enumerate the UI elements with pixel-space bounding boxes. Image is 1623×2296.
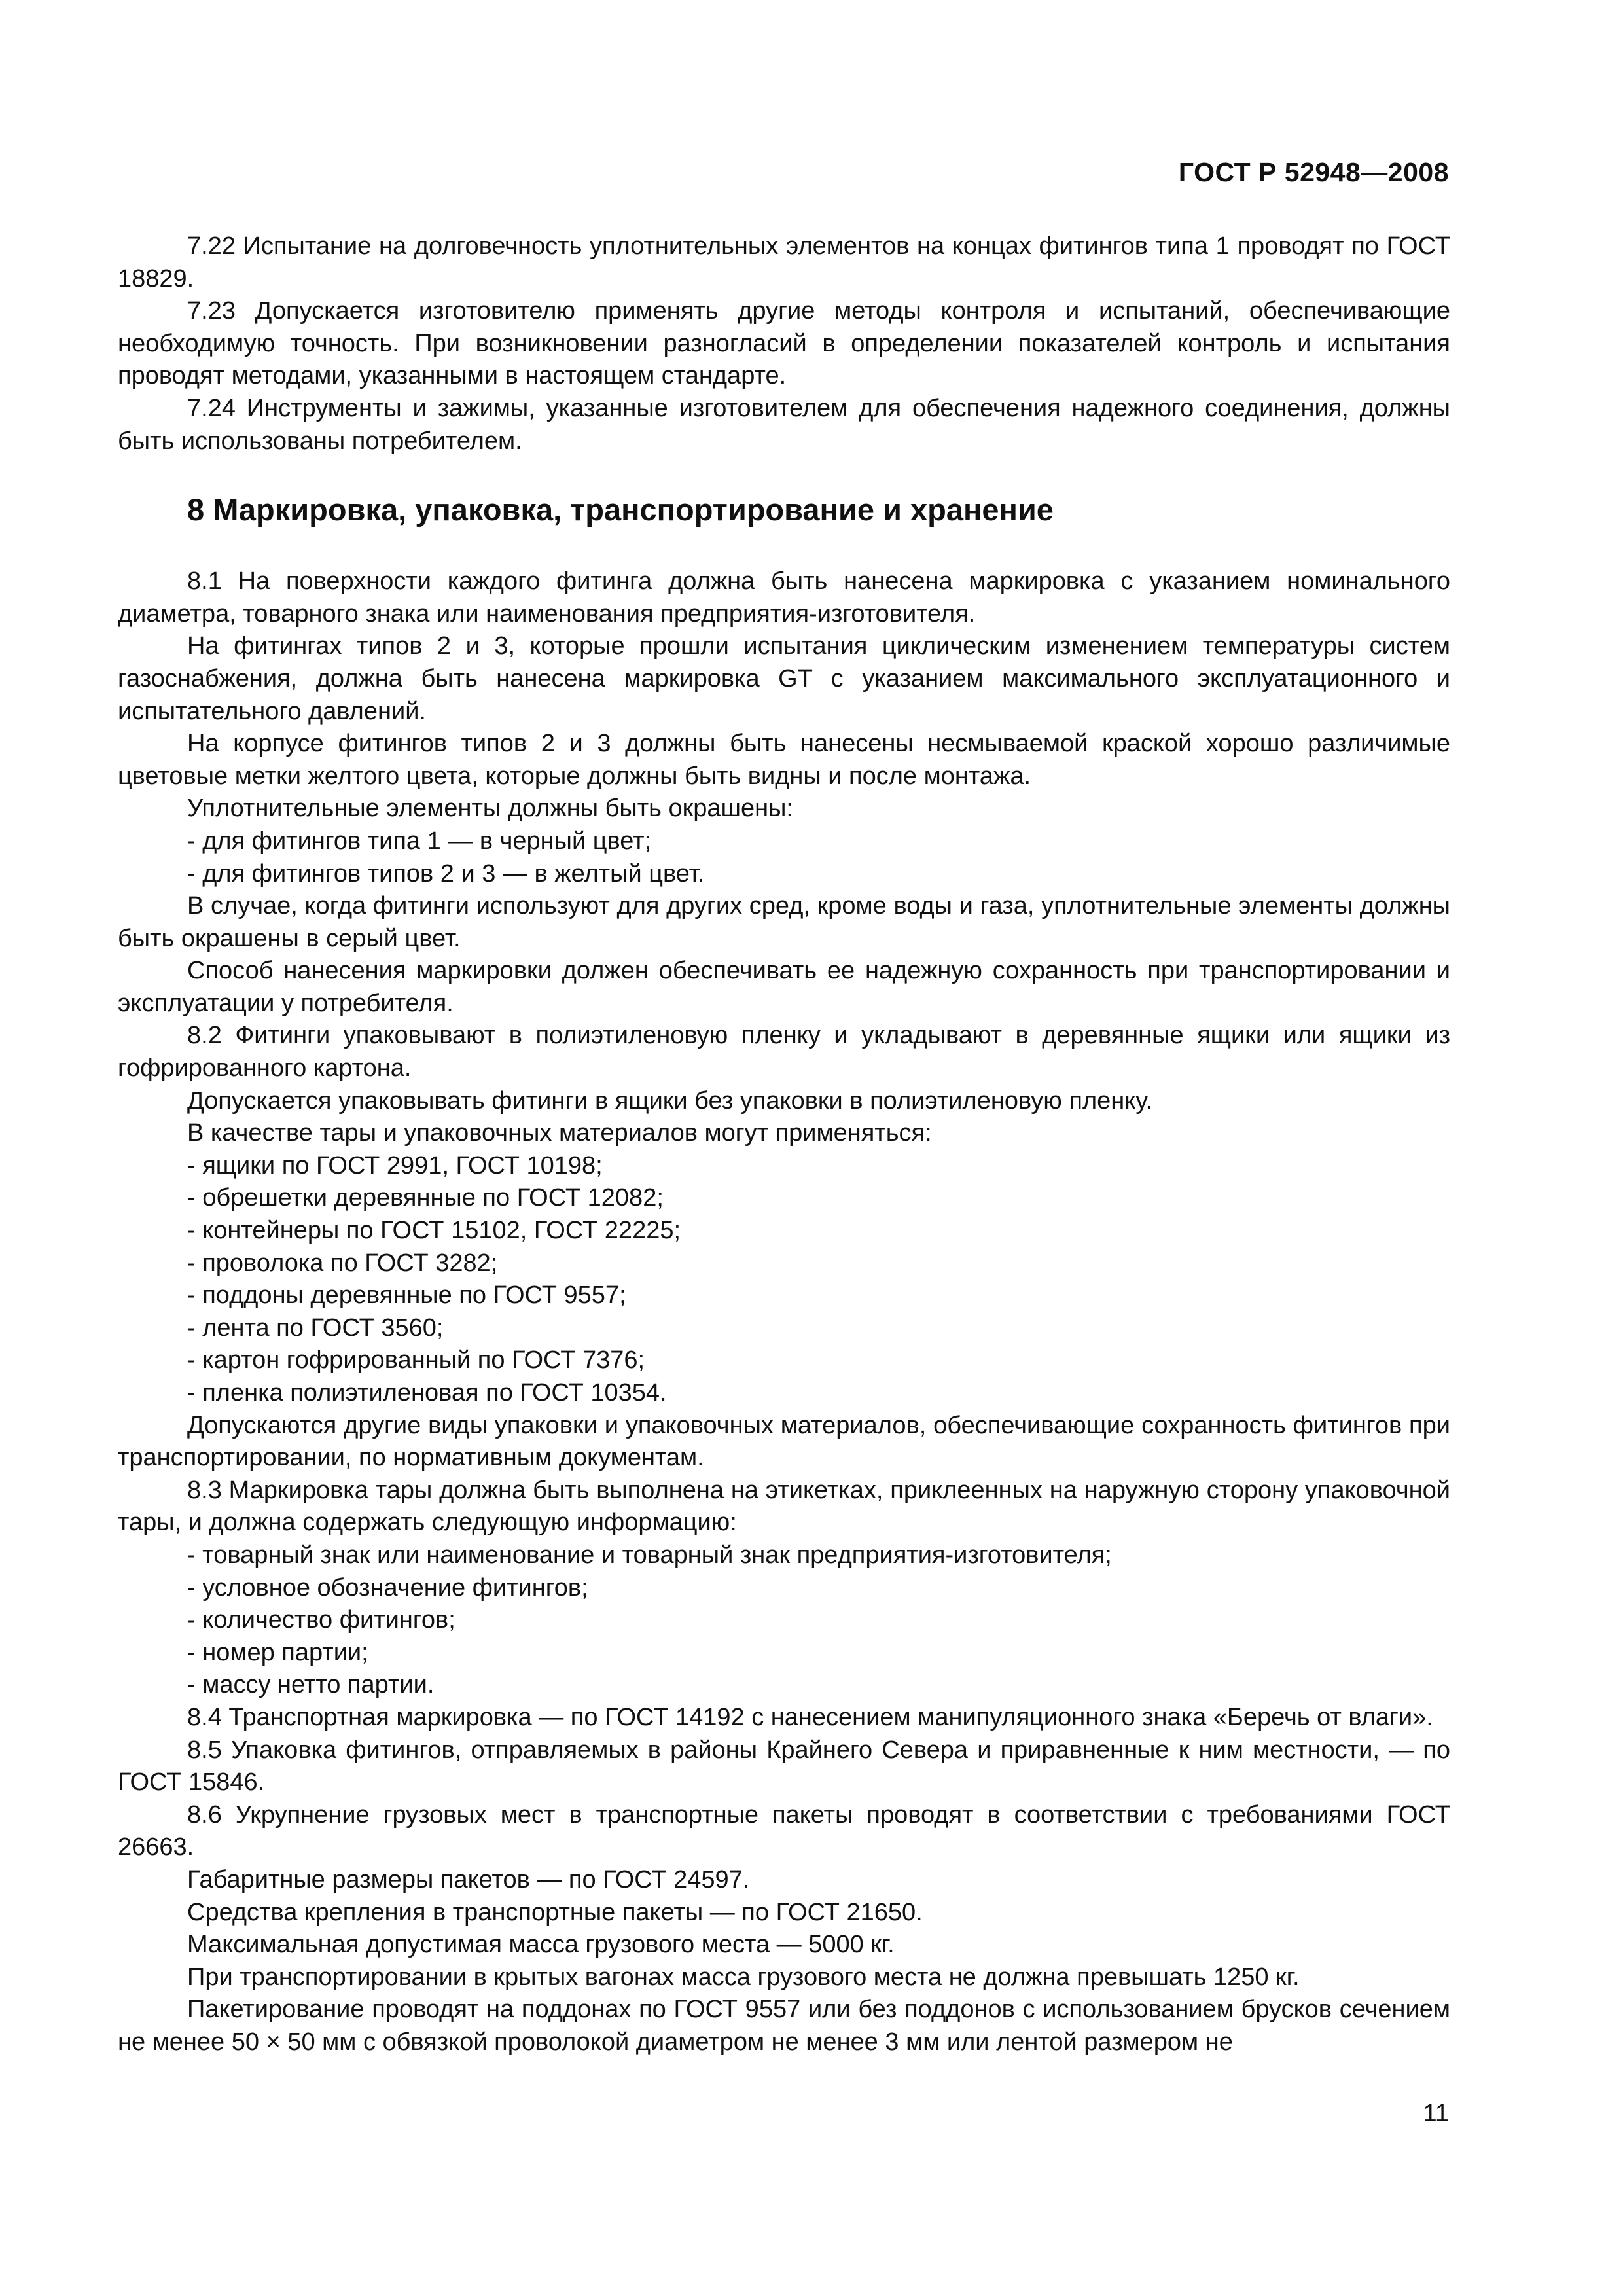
- paragraph-8-6-dimensions: Габаритные размеры пакетов — по ГОСТ 24597.: [187, 1865, 750, 1893]
- paragraph-8-6-covered-wagons: При транспортировании в крытых вагонах масса грузового места не должна превышать 1250 кг.: [187, 1963, 1300, 1991]
- paragraph-8-6-packaging: Пакетирование проводят на поддонах по ГОСТ 9557 или без поддонов с использованием брусков сечением не менее 50 × 50 мм с обвязкой проволокой диаметром не менее 3 мм или лентой размером не: [118, 1996, 1450, 2056]
- paragraph-8-1-other-media: В случае, когда фитинги используют для других сред, кроме воды и газа, уплотнительные элементы должны быть окрашены в серый цвет.: [118, 892, 1450, 952]
- list-item: - для фитингов типов 2 и 3 — в желтый цвет.: [187, 859, 705, 888]
- paragraph-7-23: 7.23 Допускается изготовителю применять другие методы контроля и испытаний, обеспечивающие необходимую точность. При возникновении разногласий в определении показателей контроль и испытания проводят методами, указанными в настоящем стандарте.: [118, 297, 1450, 390]
- list-item: - картон гофрированный по ГОСТ 7376;: [187, 1346, 645, 1374]
- running-header-standard-code: ГОСТ Р 52948—2008: [1178, 157, 1449, 187]
- paragraph-7-24: 7.24 Инструменты и зажимы, указанные изготовителем для обеспечения надежного соединения, должны быть использованы потребителем.: [118, 394, 1450, 455]
- paragraph-8-2-no-film: Допускается упаковывать фитинги в ящики без упаковки в полиэтиленовую пленку.: [187, 1086, 1153, 1115]
- paragraph-8-5: 8.5 Упаковка фитингов, отправляемых в районы Крайнего Севера и приравненные к ним местности, — по ГОСТ 15846.: [118, 1736, 1450, 1797]
- list-item: - для фитингов типа 1 — в черный цвет;: [187, 827, 652, 855]
- page-number: 11: [1423, 2100, 1449, 2127]
- list-item: - условное обозначение фитингов;: [187, 1573, 588, 1602]
- list-item: - ящики по ГОСТ 2991, ГОСТ 10198;: [187, 1151, 603, 1179]
- paragraph-8-1-color-marks: На корпусе фитингов типов 2 и 3 должны быть нанесены несмываемой краской хорошо различимые цветовые метки желтого цвета, которые должны быть видны и после монтажа.: [118, 730, 1450, 790]
- list-item: - проволока по ГОСТ 3282;: [187, 1249, 498, 1277]
- list-item: - контейнеры по ГОСТ 15102, ГОСТ 22225;: [187, 1217, 681, 1245]
- paragraph-8-3: 8.3 Маркировка тары должна быть выполнена на этикетках, приклеенных на наружную сторону упаковочной тары, и должна содержать следующую информацию:: [118, 1476, 1450, 1537]
- list-item: - обрешетки деревянные по ГОСТ 12082;: [187, 1184, 664, 1212]
- paragraph-8-4: 8.4 Транспортная маркировка — по ГОСТ 14192 с нанесением манипуляционного знака «Беречь от влаги».: [187, 1703, 1433, 1731]
- paragraph-8-6: 8.6 Укрупнение грузовых мест в транспортные пакеты проводят в соответствии с требованиями ГОСТ 26663.: [118, 1801, 1450, 1861]
- paragraph-8-6-fastening: Средства крепления в транспортные пакеты — по ГОСТ 21650.: [187, 1898, 923, 1926]
- paragraph-8-1-seals: Уплотнительные элементы должны быть окрашены:: [187, 795, 793, 823]
- list-item: - поддоны деревянные по ГОСТ 9557;: [187, 1282, 626, 1310]
- list-item: - лента по ГОСТ 3560;: [187, 1314, 444, 1342]
- paragraph-8-1-gt-marking: На фитингах типов 2 и 3, которые прошли испытания циклическим изменением температуры систем газоснабжения, должна быть нанесена маркировка GT с указанием максимального эксплуатационного и испытательного давлений.: [118, 632, 1450, 725]
- paragraph-8-2-materials: В качестве тары и упаковочных материалов могут применяться:: [187, 1119, 932, 1147]
- paragraph-8-1-method: Способ нанесения маркировки должен обеспечивать ее надежную сохранность при транспортировании и эксплуатации у потребителя.: [118, 957, 1450, 1017]
- page-content: [118, 230, 1450, 2058]
- paragraph-8-6-max-mass: Максимальная допустимая масса грузового места — 5000 кг.: [187, 1931, 895, 1959]
- list-item: - пленка полиэтиленовая по ГОСТ 10354.: [187, 1379, 667, 1407]
- paragraph-8-2: 8.2 Фитинги упаковывают в полиэтиленовую пленку и укладывают в деревянные ящики или ящики из гофрированного картона.: [118, 1022, 1450, 1083]
- list-item: - количество фитингов;: [187, 1606, 455, 1634]
- paragraph-7-22: 7.22 Испытание на долговечность уплотнительных элементов на концах фитингов типа 1 проводят по ГОСТ 18829.: [118, 232, 1450, 293]
- list-item: - номер партии;: [187, 1638, 368, 1666]
- paragraph-8-1: 8.1 На поверхности каждого фитинга должна быть нанесена маркировка с указанием номинального диаметра, товарного знака или наименования предприятия-изготовителя.: [118, 567, 1450, 628]
- section-8-heading: 8 Маркировка, упаковка, транспортирование и хранение: [187, 492, 1054, 528]
- list-item: - товарный знак или наименование и товарный знак предприятия-изготовителя;: [187, 1541, 1112, 1569]
- list-item: - массу нетто партии.: [187, 1671, 435, 1699]
- paragraph-8-2-other-packaging: Допускаются другие виды упаковки и упаковочных материалов, обеспечивающие сохранность фитингов при транспортировании, по нормативным документам.: [118, 1411, 1450, 1472]
